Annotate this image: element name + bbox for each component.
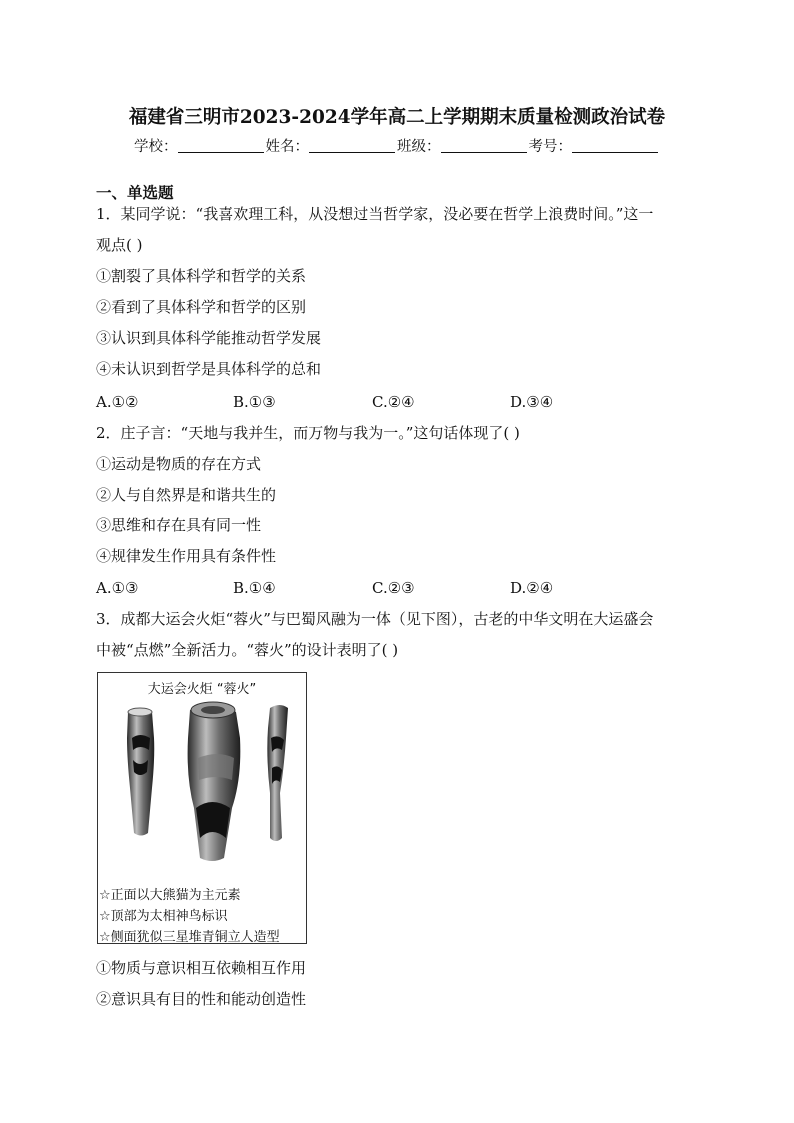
option-a[interactable]: A.①② — [96, 393, 139, 411]
page-title: 福建省三明市2023-2024学年高二上学期期末质量检测政治试卷 — [128, 107, 666, 128]
class-blank[interactable] — [441, 138, 527, 153]
question-3-item: ①物质与意识相互依赖相互作用 — [96, 959, 307, 977]
question-3-stem: 3．成都大运会火炬“蓉火”与巴蜀风融为一体（见下图），古老的中华文明在大运盛会 — [96, 610, 654, 628]
question-2-item: ①运动是物质的存在方式 — [96, 455, 262, 473]
option-d[interactable]: D.②④ — [510, 579, 554, 597]
figure-note: ☆侧面犹似三星堆青铜立人造型 — [99, 930, 280, 945]
question-2-item: ③思维和存在具有同一性 — [96, 516, 262, 534]
option-b[interactable]: B.①④ — [233, 579, 276, 597]
question-1-options — [96, 392, 656, 412]
torch-top-icon — [188, 702, 241, 861]
question-3-item: ②意识具有目的性和能动创造性 — [96, 990, 307, 1008]
torch-illustration — [108, 698, 298, 888]
section-heading: 一、单选题 — [96, 183, 174, 202]
school-blank[interactable] — [178, 138, 264, 153]
question-3-stem-cont: 中被“点燃”全新活力。“蓉火”的设计表明了( ) — [96, 641, 399, 659]
student-info-row — [0, 135, 794, 156]
school-label: 学校： — [134, 139, 178, 155]
question-1-item: ④未认识到哲学是具体科学的总和 — [96, 360, 322, 378]
question-1-stem: 1．某同学说：“我喜欢理工科，从没想过当哲学家，没必要在哲学上浪费时间。”这一 — [96, 205, 654, 223]
figure-note: ☆正面以大熊猫为主元素 — [99, 888, 241, 903]
option-c[interactable]: C.②④ — [372, 393, 415, 411]
number-label: 考号： — [528, 139, 572, 155]
question-1-item: ②看到了具体科学和哲学的区别 — [96, 298, 307, 316]
question-1-item: ①割裂了具体科学和哲学的关系 — [96, 267, 307, 285]
torch-figure — [97, 672, 307, 944]
question-2-item: ④规律发生作用具有条件性 — [96, 547, 277, 565]
option-c[interactable]: C.②③ — [372, 579, 415, 597]
question-2-options — [96, 578, 656, 598]
question-2-item: ②人与自然界是和谐共生的 — [96, 486, 277, 504]
name-blank[interactable] — [309, 138, 395, 153]
number-blank[interactable] — [572, 138, 658, 153]
name-label: 姓名： — [265, 139, 309, 155]
question-1-item: ③认识到具体科学能推动哲学发展 — [96, 329, 322, 347]
option-d[interactable]: D.③④ — [510, 393, 554, 411]
question-2-stem: 2．庄子言：“天地与我并生，而万物与我为一。”这句话体现了( ) — [96, 424, 520, 442]
figure-title: 大运会火炬 “蓉火” — [147, 682, 257, 697]
question-1-stem-cont: 观点( ) — [96, 236, 143, 254]
figure-note: ☆顶部为太相神鸟标识 — [99, 909, 228, 924]
option-a[interactable]: A.①③ — [96, 579, 139, 597]
class-label: 班级： — [397, 139, 441, 155]
torch-front-icon — [127, 708, 154, 836]
torch-side-icon — [267, 705, 288, 841]
option-b[interactable]: B.①③ — [233, 393, 276, 411]
